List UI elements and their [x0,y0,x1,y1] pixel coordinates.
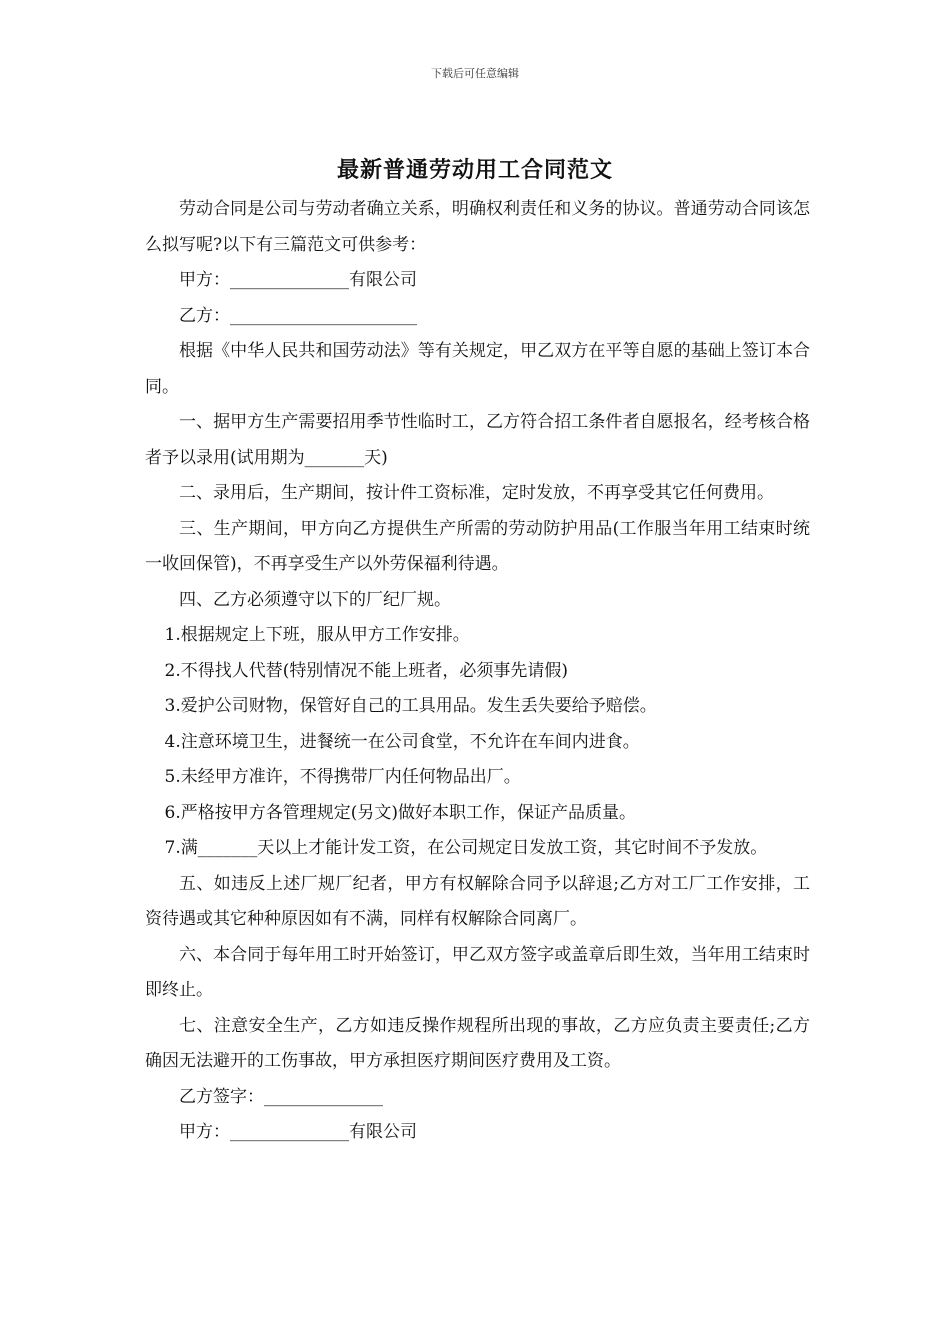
document-body [145,192,810,1151]
clause-3: 三、生产期间，甲方向乙方提供生产所需的劳动防护用品(工作服当年用工结束时统一收回保管)，不再享受生产以外劳保福利待遇。 [145,518,810,574]
party-b-signature-line: 乙方签字：______________ [179,1086,383,1107]
intro-paragraph: 劳动合同是公司与劳动者确立关系，明确权利责任和义务的协议。普通劳动合同该怎么拟写呢?以下有三篇范文可供参考： [145,199,810,255]
legal-basis-paragraph: 根据《中华人民共和国劳动法》等有关规定，甲乙双方在平等自愿的基础上签订本合同。 [145,341,810,397]
rule-item-4: 4.注意环境卫生，进餐统一在公司食堂，不允许在车间内进食。 [164,731,640,752]
rule-item-2: 2.不得找人代替(特别情况不能上班者，必须事先请假) [164,660,569,681]
clause-6: 六、本合同于每年用工时开始签订，甲乙双方签字或盖章后即生效，当年用工结束时即终止。 [145,944,810,1000]
party-a-line: 甲方：______________有限公司 [179,270,417,290]
clause-1: 一、据甲方生产需要招用季节性临时工，乙方符合招工条件者自愿报名，经考核合格者予以录用(试用期为_______天) [145,412,810,468]
rule-item-3: 3.爱护公司财物，保管好自己的工具用品。发生丢失要给予赔偿。 [164,696,657,716]
clause-5: 五、如违反上述厂规厂纪者，甲方有权解除合同予以辞退;乙方对工厂工作安排，工资待遇或其它种种原因如有不满，同样有权解除合同离厂。 [145,873,810,929]
party-a-signature-line: 甲方：______________有限公司 [179,1122,417,1142]
clause-2: 二、录用后，生产期间，按计件工资标准，定时发放，不再享受其它任何费用。 [179,483,774,503]
header-note: 下载后可任意编辑 [431,67,519,80]
rule-item-7: 7.满_______天以上才能计发工资，在公司规定日发放工资，其它时间不予发放。 [164,838,768,858]
rule-item-5: 5.未经甲方准许，不得携带厂内任何物品出厂。 [164,767,521,787]
rule-item-6: 6.严格按甲方各管理规定(另文)做好本职工作，保证产品质量。 [164,802,637,823]
rule-item-1: 1.根据规定上下班，服从甲方工作安排。 [164,625,470,645]
clause-7: 七、注意安全生产，乙方如违反操作规程所出现的事故，乙方应负责主要责任;乙方确因无法避开的工伤事故，甲方承担医疗期间医疗费用及工资。 [145,1015,810,1071]
clause-4: 四、乙方必须遵守以下的厂纪厂规。 [179,589,451,610]
document-title: 最新普通劳动用工合同范文 [336,157,613,183]
party-b-line: 乙方：______________________ [179,305,417,326]
